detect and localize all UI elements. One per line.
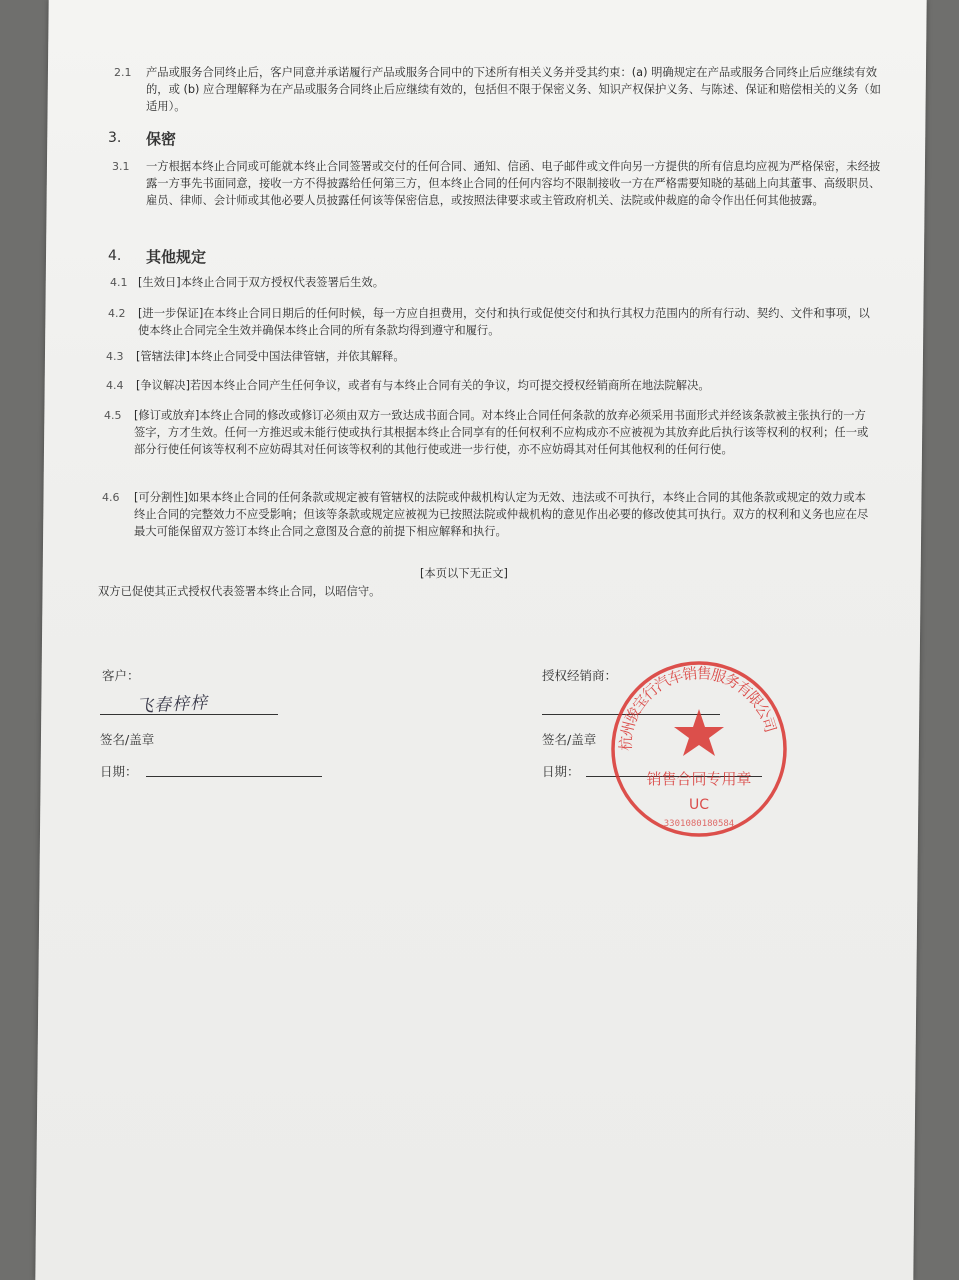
end-of-text-note: [本页以下无正文]	[420, 567, 508, 580]
dealer-sign-label: 签名/盖章	[542, 732, 597, 747]
section-number: 4.	[108, 248, 122, 264]
clause-4-2: [进一步保证]在本终止合同日期后的任何时候，每一方应自担费用，交付和执行或促使交付和执行其权力范围内的所有行动、契约、文件和事项，以使本终止合同完全生效并确保本终止合同的所有条款均得到遵守和履行。	[138, 307, 870, 338]
clause-4-3: [管辖法律]本终止合同受中国法律管辖，并依其解释。	[136, 350, 405, 363]
seal-purpose: 销售合同专用章	[646, 770, 752, 788]
clause-4-6: [可分割性]如果本终止合同的任何条款或规定被有管辖权的法院或仲裁机构认定为无效、违法或不可执行，本终止合同的其他条款或规定的效力或本终止合同的完整效力不应受影响；但该等条款或规定应被视为已按照法院或仲裁机构的意见作出必要的修改使其可执行。双方的权利和义务也应在尽最大可能保留双方签订本终止合同之意图及合意的前提下相应解释和执行。	[134, 491, 869, 539]
clause-number: 3.1	[112, 160, 130, 173]
section-title-confidentiality: 保密	[146, 130, 177, 148]
customer-sign-label: 签名/盖章	[100, 732, 155, 747]
clause-number: 4.3	[106, 350, 124, 363]
customer-signature-line	[100, 714, 278, 715]
clause-number: 2.1	[114, 66, 132, 79]
clause-4-4: [争议解决]若因本终止合同产生任何争议，或者有与本终止合同有关的争议，均可提交授权经销商所在地法院解决。	[136, 379, 710, 392]
clause-number: 4.4	[106, 379, 124, 392]
dealer-date-label: 日期：	[542, 764, 580, 779]
section-title-other: 其他规定	[146, 248, 207, 266]
customer-date-label: 日期：	[100, 764, 138, 779]
seal-number: 3301080180584	[663, 819, 735, 829]
clause-2-1: 产品或服务合同终止后，客户同意并承诺履行产品或服务合同中的下述所有相关义务并受其约束：(a) 明确规定在产品或服务合同终止后应继续有效的，或 (b) 应合理解释为在产品或服务合同终止后应继续有效的，包括但不限于保密义务、知识产权保护义务、与陈述、保证和赔偿相关的义务（如适用）。	[146, 66, 881, 114]
clause-number: 4.2	[108, 307, 126, 320]
section-number: 3.	[108, 130, 122, 146]
company-seal	[604, 654, 794, 844]
clause-3-1: 一方根据本终止合同或可能就本终止合同签署或交付的任何合同、通知、信函、电子邮件或文件向另一方提供的所有信息均应视为严格保密，未经披露一方事先书面同意，接收一方不得披露给任何第三方，但本终止合同的任何内容均不限制接收一方在严格需要知晓的基础上向其董事、高级职员、雇员、律师、会计师或其他必要人员披露任何该等保密信息，或按照法律要求或主管政府机关、法院或仲裁庭的命令作出任何其他披露。	[146, 160, 881, 208]
clause-number: 4.6	[102, 491, 120, 504]
clause-number: 4.1	[110, 276, 128, 289]
dealer-label: 授权经销商：	[542, 668, 618, 683]
seal-company-name: 杭州骏宝行汽车销售服务有限公司	[616, 664, 780, 752]
clause-number: 4.5	[104, 409, 122, 422]
clause-4-5: [修订或放弃]本终止合同的修改或修订必须由双方一致达成书面合同。对本终止合同任何条款的放弃必须采用书面形式并经该条款被主张执行的一方签字，方才生效。任何一方推迟或未能行使或执行其根据本终止合同享有的任何权利不应构成亦不应被视为其放弃此后执行该等权利的权利；任一或部分行使任何该等权利不应妨碍其对任何该等权利的其他行使或进一步行使，亦不应妨碍其对任何其他权利的任何行使。	[134, 409, 869, 457]
clause-4-1: [生效日]本终止合同于双方授权代表签署后生效。	[138, 276, 385, 289]
star-icon	[674, 709, 724, 756]
seal-code: UC	[688, 797, 710, 813]
customer-date-line	[146, 776, 322, 777]
closing-statement: 双方已促使其正式授权代表签署本终止合同，以昭信守。	[98, 585, 381, 598]
customer-label: 客户：	[102, 668, 140, 683]
customer-signature: 飞春梓梓	[135, 693, 209, 717]
